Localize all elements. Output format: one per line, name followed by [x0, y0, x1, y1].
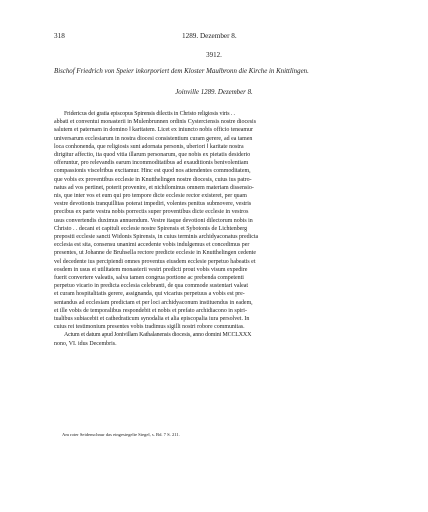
- text-line: tualibus subiacebit et cathedraticum synodalia et alia episcopalia iura persolvet. In: [54, 316, 250, 323]
- text-line: et curam hospitalitatis gerere, assignanda, qui vicarius perpetuus a vobis est pre-: [54, 291, 245, 298]
- text-line: perpetuo vicario in predicta ecclesia celebranti, de qua commode sustentari valeat: [54, 283, 249, 290]
- text-line: usus convertendis duximus annuendum. Vestre itaque devotioni dilectorum nobis in: [54, 217, 253, 224]
- text-line: presentes, ut Johanne de Bruhsella rectore predicte ecclesie in Knutthelingen cedente: [54, 250, 256, 257]
- text-line: Fridericus dei gratia episcopus Spirensis dilectis in Christo religiosis viris . .: [64, 111, 235, 117]
- dateline: Joinville 1289. Dezember 8.: [175, 89, 253, 96]
- text-line: dirigitur affectio, ita quod vitia illarum personarum, que nobis ex pietatis desiderio: [54, 152, 251, 159]
- text-line: cuius rei testimonium presentes vobis tradimus sigilli nostri robore communitas.: [54, 324, 245, 331]
- text-line: salutem et paternam in domino ‖ karitatem. Licet ex iniuncto nobis officio teneamur: [54, 127, 253, 134]
- text-line: que vobis ex proventibus ecclesie in Knutthelingen nostre diocesis, cuius ius patro-: [54, 176, 252, 183]
- text-line: eosdem in usus et utilitatem monasterii vestri predicti prout vobis visum expedire: [54, 266, 248, 273]
- running-head: 1289. Dezember 8.: [182, 32, 237, 40]
- text-line: Christo . . decani et capituli ecclesie nostre Spirensis et Sybotonis de Lichtenberg: [54, 225, 248, 232]
- text-line: abbati et conventui monasterii in Mulenbrunnen ordinis Cysterciensis nostre diocesis: [54, 119, 256, 126]
- text-line: Actum et datum apud Jonivillam Kathalanensis diocesis, anno domini MCCLXXX: [64, 332, 252, 339]
- text-line: vel decedente ius percipiendi omnes proventus eiusdem ecclesie perpetuo habeatis et: [54, 258, 256, 265]
- document-number: 3912.: [206, 51, 222, 59]
- text-line: precibus ex parte vestra nobis porrectis super proventibus dicte ecclesie in vestros: [54, 209, 249, 216]
- text-line: sentandus ad ecclesiam predictam et per loci archidyaconum instituendus in eadem,: [54, 299, 253, 306]
- text-line: nis, que inter vos et eum qui pro tempore dicte ecclesie rector existeret, per quam: [54, 193, 247, 200]
- text-line: loca conhonenda, que religiosis sunt adornata personis, uberiori ‖ karitate nostra: [54, 143, 244, 150]
- document-rubric: Bischof Friedrich von Speier inkorporiert dem Kloster Maulbronn die Kirche in Knittlingen.: [54, 68, 309, 75]
- footnote: Am roter Seidenschnur das eingesiegelte Siegel, s. Bd. 7 S. 211.: [62, 432, 180, 437]
- text-line: et ille vobis de temporalibus respondebit et nobis et prefato archidiacono in spiri-: [54, 307, 247, 314]
- text-line: universarum ecclesiarum in nostra diocesi consistentium curam gerere, ad ea tamen: [54, 135, 253, 142]
- text-line: nono, VI. idus Decembris.: [54, 340, 117, 347]
- text-line: prepositi ecclesie sancti Widonis Spirensis, in cuius terminis archidyaconatus predicta: [54, 234, 259, 241]
- text-line: ecclesia est sita, consensu unanimi accedente vobis indulgemus et concedimus per: [54, 242, 250, 249]
- charter-text: [54, 110, 365, 348]
- text-line: compassionis visce‖ribus excitamur. Hinc est quod nos attendentes commoditatem,: [54, 168, 251, 175]
- text-line: natus ad vos pertinet, poterit provenire, et nichilominus omnem materiam dissensio-: [54, 184, 254, 191]
- page-number: 318: [54, 32, 65, 40]
- text-line: vestre devotionis tranquillitas poterat impediri, volentes penitus submovere, vestris: [54, 201, 252, 208]
- text-line: offeruntur, pro relevandis earum incommoditatibus ad exauditionis benivolentiam: [54, 160, 249, 167]
- text-line: fuerit convertere valeatis, salva tamen congrua portione ac prebenda competenti: [54, 275, 244, 282]
